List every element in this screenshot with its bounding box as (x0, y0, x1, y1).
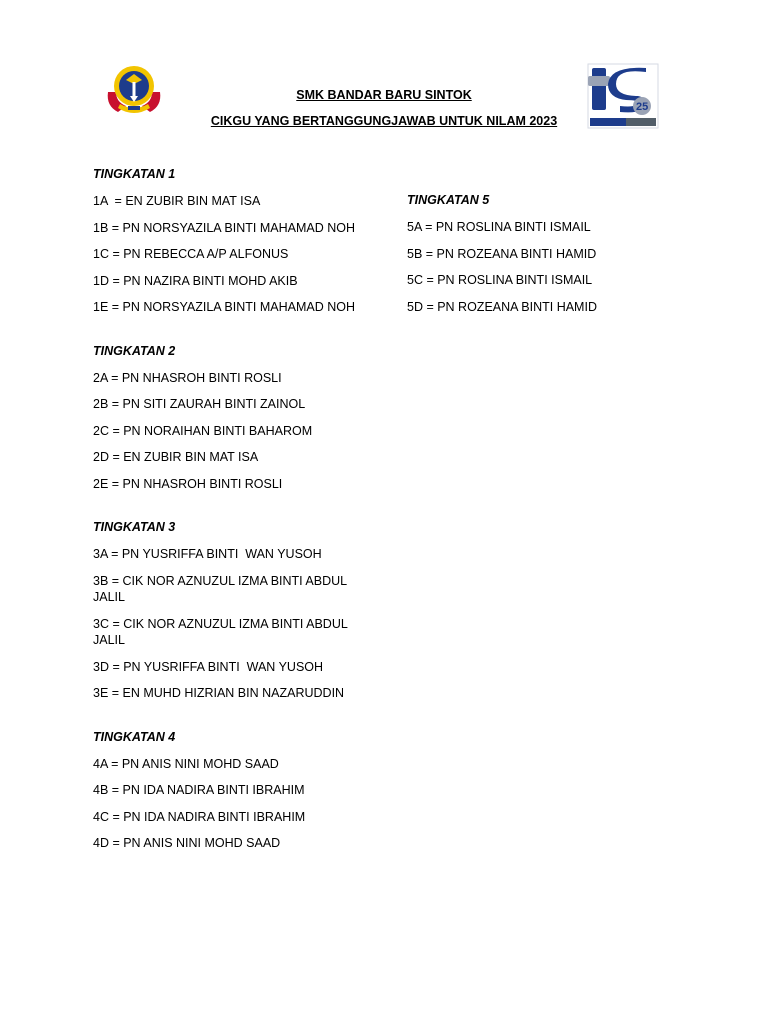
list-item: 3C = CIK NOR AZNUZUL IZMA BINTI ABDUL JALIL (93, 616, 351, 647)
list-item: 1A = EN ZUBIR BIN MAT ISA (93, 194, 261, 208)
list-item: 2C = PN NORAIHAN BINTI BAHAROM (93, 423, 313, 438)
section-heading: TINGKATAN 2 (93, 343, 176, 358)
list-item: 2A = PN NHASROH BINTI ROSLI (93, 370, 282, 385)
school-name: SMK BANDAR BARU SINTOK (296, 88, 472, 102)
list-item: 5C = PN ROSLINA BINTI ISMAIL (407, 273, 593, 287)
list-item: 3A = PN YUSRIFFA BINTI WAN YUSOH (93, 547, 322, 561)
document-title: CIKGU YANG BERTANGGUNGJAWAB UNTUK NILAM 2023 (210, 114, 558, 128)
ts25-logo-icon (586, 62, 660, 130)
section-tingkatan-1 (93, 167, 383, 316)
list-item: 5D = PN ROZEANA BINTI HAMID (407, 299, 597, 314)
left-column (93, 167, 383, 880)
list-item: 1C = PN REBECCA A/P ALFONUS (93, 247, 289, 261)
section-heading: TINGKATAN 4 (93, 729, 176, 744)
list-item: 4D = PN ANIS NINI MOHD SAAD (93, 836, 281, 850)
section-heading: TINGKATAN 1 (93, 167, 176, 181)
list-item: 3E = EN MUHD HIZRIAN BIN NAZARUDDIN (93, 686, 345, 700)
list-item: 4B = PN IDA NADIRA BINTI IBRAHIM (93, 783, 305, 797)
list-item: 4A = PN ANIS NINI MOHD SAAD (93, 756, 279, 771)
list-item: 2D = EN ZUBIR BIN MAT ISA (93, 450, 259, 464)
section-tingkatan-4 (93, 730, 383, 852)
section-tingkatan-3 (93, 520, 383, 702)
list-item: 4C = PN IDA NADIRA BINTI IBRAHIM (93, 809, 306, 824)
list-item: 1E = PN NORSYAZILA BINTI MAHAMAD NOH (93, 300, 355, 314)
list-item: 1B = PN NORSYAZILA BINTI MAHAMAD NOH (93, 220, 355, 235)
section-tingkatan-5 (407, 193, 697, 315)
section-heading: TINGKATAN 3 (93, 520, 176, 534)
list-item: 3B = CIK NOR AZNUZUL IZMA BINTI ABDUL JALIL (93, 573, 351, 604)
school-crest-icon (104, 62, 164, 118)
section-heading: TINGKATAN 5 (407, 193, 490, 207)
right-column (407, 193, 697, 343)
list-item: 2E = PN NHASROH BINTI ROSLI (93, 476, 283, 491)
list-item: 1D = PN NAZIRA BINTI MOHD AKIB (93, 273, 298, 288)
svg-text:25: 25 (636, 101, 649, 113)
section-tingkatan-2 (93, 344, 383, 493)
list-item: 3D = PN YUSRIFFA BINTI WAN YUSOH (93, 659, 324, 674)
list-item: 2B = PN SITI ZAURAH BINTI ZAINOL (93, 397, 306, 411)
list-item: 5B = PN ROZEANA BINTI HAMID (407, 246, 597, 261)
list-item: 5A = PN ROSLINA BINTI ISMAIL (407, 220, 591, 234)
